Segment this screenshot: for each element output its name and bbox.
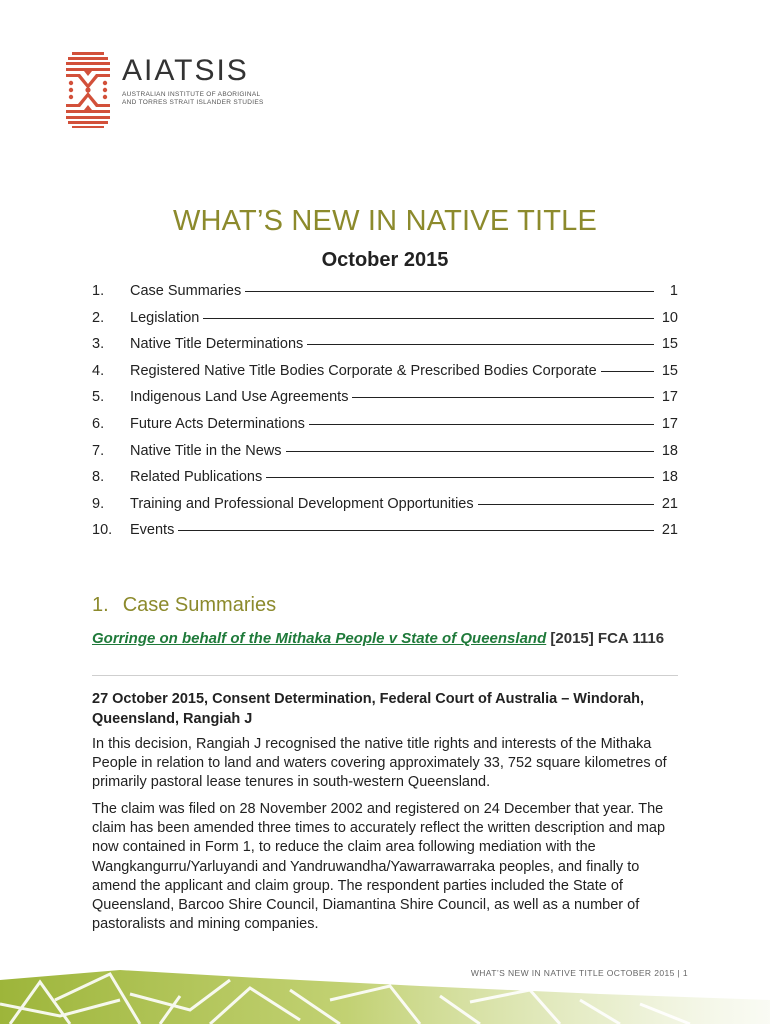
logo-text [122, 56, 264, 107]
toc-label: Case Summaries [130, 283, 242, 299]
divider [92, 675, 678, 676]
toc-label: Events [130, 522, 175, 539]
toc-entry-events[interactable] [92, 522, 678, 549]
toc-number: 6. [92, 415, 105, 432]
toc-entry-case-summaries[interactable] [92, 283, 678, 310]
toc-number: 1. [92, 283, 105, 299]
toc-leader-line [478, 504, 654, 505]
logo-subtitle-line2: AND TORRES STRAIT ISLANDER STUDIES [122, 99, 264, 106]
toc-number: 7. [92, 442, 105, 459]
toc-number: 9. [92, 495, 105, 512]
toc-label: Legislation [130, 309, 200, 326]
toc-page-number: 15 [661, 336, 678, 353]
toc-page-number: 21 [661, 522, 678, 539]
document-subtitle: October 2015 [321, 249, 449, 271]
toc-leader-line [245, 291, 654, 292]
toc-leader-line [352, 397, 654, 398]
toc-leader-line [266, 477, 654, 478]
toc-label: Registered Native Title Bodies Corporate & Prescribed Bodies Corporate [130, 362, 597, 379]
toc-label: Related Publications [130, 469, 263, 486]
case-title [92, 628, 672, 649]
toc-page-number: 18 [661, 469, 678, 486]
toc-entry-training-opportunities[interactable] [92, 496, 678, 523]
case-citation: [2015] FCA 1116 [546, 630, 665, 647]
toc-entry-future-acts-determinations[interactable] [92, 416, 678, 443]
toc-number: 4. [92, 362, 105, 379]
toc-page-number: 15 [661, 362, 678, 379]
toc-label: Training and Professional Development Opportunities [130, 495, 474, 512]
toc-leader-line [309, 424, 654, 425]
toc-page-number: 1 [669, 283, 678, 299]
section-number: 1. [92, 594, 109, 616]
page-footer: WHAT’S NEW IN NATIVE TITLE OCTOBER 2015 | 1 [470, 968, 688, 978]
toc-leader-line [601, 371, 654, 372]
toc-label: Native Title in the News [130, 442, 282, 459]
toc-number: 10. [92, 522, 113, 539]
toc-leader-line [203, 318, 654, 319]
case-meta: 27 October 2015, Consent Determination, Federal Court of Australia – Windorah, Queensland, Rangiah J [92, 691, 645, 727]
toc-leader-line [307, 344, 654, 345]
toc-entry-registered-bodies-corporate[interactable] [92, 363, 678, 390]
table-of-contents [92, 283, 678, 549]
case-paragraph-1: In this decision, Rangiah J recognised the native title rights and interests of the Mithaka People in relation to land and waters covering approximately 33, 752 square kilometres of primarily pastoral lease tenures in south-western Queensland. [92, 736, 667, 791]
toc-number: 2. [92, 309, 105, 326]
toc-page-number: 10 [661, 309, 678, 326]
toc-page-number: 17 [661, 389, 678, 406]
toc-entry-native-title-determinations[interactable] [92, 336, 678, 363]
toc-number: 8. [92, 469, 105, 486]
toc-entry-related-publications[interactable] [92, 469, 678, 496]
toc-entry-indigenous-land-use-agreements[interactable] [92, 389, 678, 416]
toc-entry-native-title-in-the-news[interactable] [92, 443, 678, 470]
toc-label: Future Acts Determinations [130, 415, 305, 432]
aiatsis-emblem-icon [66, 52, 110, 128]
section-heading [92, 594, 276, 617]
logo-subtitle-line1: AUSTRALIAN INSTITUTE OF ABORIGINAL [122, 91, 261, 98]
case-link[interactable]: Gorringe on behalf of the Mithaka People v State of Queensland [92, 630, 547, 647]
toc-page-number: 21 [661, 495, 678, 512]
section-title: Case Summaries [122, 594, 277, 616]
toc-leader-line [286, 451, 654, 452]
case-paragraph-2: The claim was filed on 28 November 2002 and registered on 24 December that year. The claim has been amended three times to accurately reflect the written description and map now contained in Form 1, to reduce the claim area following mediation with the Wangkangurru/Yarluyandi and Yandruwandha/Yawarrawarraka peoples, and finally to amend the applicant and claim group. The respondent parties included the State of Queensland, Barcoo Shire Council, Diamantina Shire Council, as well as a number of pastoralists and mining companies. [92, 801, 666, 933]
toc-label: Indigenous Land Use Agreements [130, 389, 349, 406]
document-title: WHAT’S NEW IN NATIVE TITLE [172, 205, 598, 237]
aiatsis-logo [66, 52, 264, 128]
toc-page-number: 17 [661, 415, 678, 432]
toc-number: 5. [92, 389, 105, 406]
logo-name: AIATSIS [122, 54, 249, 87]
toc-number: 3. [92, 336, 105, 353]
toc-page-number: 18 [661, 442, 678, 459]
toc-label: Native Title Determinations [130, 336, 304, 353]
toc-leader-line [178, 530, 654, 531]
toc-entry-legislation[interactable] [92, 310, 678, 337]
